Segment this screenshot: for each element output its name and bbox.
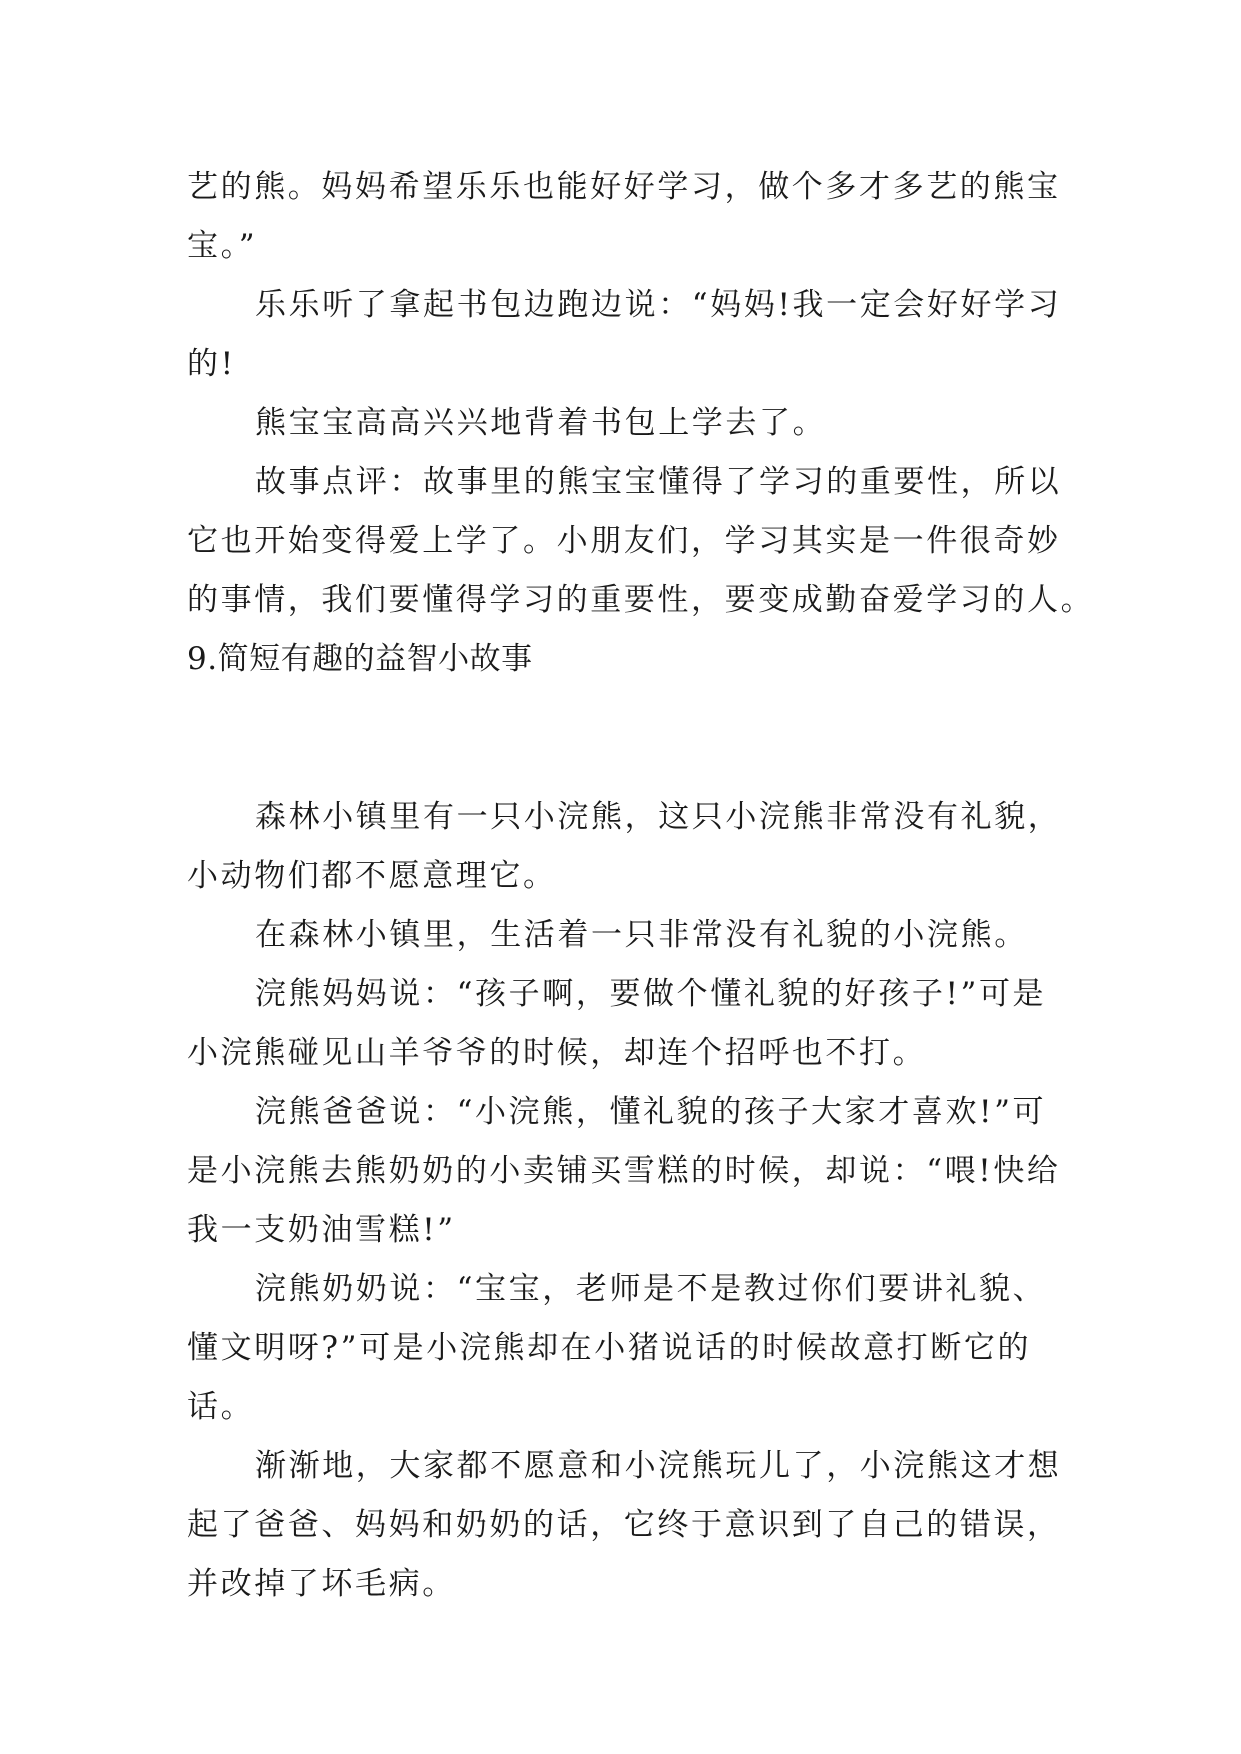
paragraph-line: 的事情，我们要懂得学习的重要性，要变成勤奋爱学习的人。	[187, 582, 1095, 618]
paragraph-line: 宝。”	[187, 228, 258, 264]
paragraph-line: 是小浣熊去熊奶奶的小卖铺买雪糕的时候，却说：“喂!快给	[187, 1153, 1061, 1189]
paragraph-line: 话。	[187, 1389, 255, 1425]
paragraph-line: 懂文明呀?”可是小浣熊却在小猪说话的时候故意打断它的	[187, 1330, 1032, 1366]
paragraph-line: 起了爸爸、妈妈和奶奶的话，它终于意识到了自己的错误，	[187, 1507, 1061, 1543]
paragraph-line: 森林小镇里有一只小浣熊，这只小浣熊非常没有礼貌，	[255, 799, 1062, 835]
section-heading: 9.简短有趣的益智小故事	[187, 641, 533, 677]
paragraph-line: 的!	[187, 346, 236, 382]
document-body	[187, 158, 1095, 1614]
paragraph-line: 它也开始变得爱上学了。小朋友们，学习其实是一件很奇妙	[187, 523, 1061, 559]
paragraph-line: 小动物们都不愿意理它。	[187, 858, 557, 894]
paragraph-line: 浣熊奶奶说：“宝宝，老师是不是教过你们要讲礼貌、	[255, 1271, 1047, 1307]
paragraph-line: 渐渐地，大家都不愿意和小浣熊玩儿了，小浣熊这才想	[255, 1448, 1062, 1484]
paragraph-line: 小浣熊碰见山羊爷爷的时候，却连个招呼也不打。	[187, 1035, 927, 1071]
paragraph-line: 故事点评：故事里的熊宝宝懂得了学习的重要性，所以	[255, 464, 1062, 500]
paragraph-line: 在森林小镇里，生活着一只非常没有礼貌的小浣熊。	[255, 917, 1028, 953]
paragraph-line: 我一支奶油雪糕!”	[187, 1212, 456, 1248]
section-spacer	[187, 689, 1067, 788]
paragraph-line: 乐乐听了拿起书包边跑边说：“妈妈!我一定会好好学习	[255, 287, 1062, 323]
paragraph-line: 并改掉了坏毛病。	[187, 1566, 456, 1602]
paragraph-line: 浣熊爸爸说：“小浣熊，懂礼貌的孩子大家才喜欢!”可	[255, 1094, 1047, 1130]
paragraph-line: 浣熊妈妈说：“孩子啊，要做个懂礼貌的好孩子!”可是	[255, 976, 1047, 1012]
paragraph-line: 熊宝宝高高兴兴地背着书包上学去了。	[255, 405, 827, 441]
paragraph-line: 艺的熊。妈妈希望乐乐也能好好学习，做个多才多艺的熊宝	[187, 169, 1061, 205]
